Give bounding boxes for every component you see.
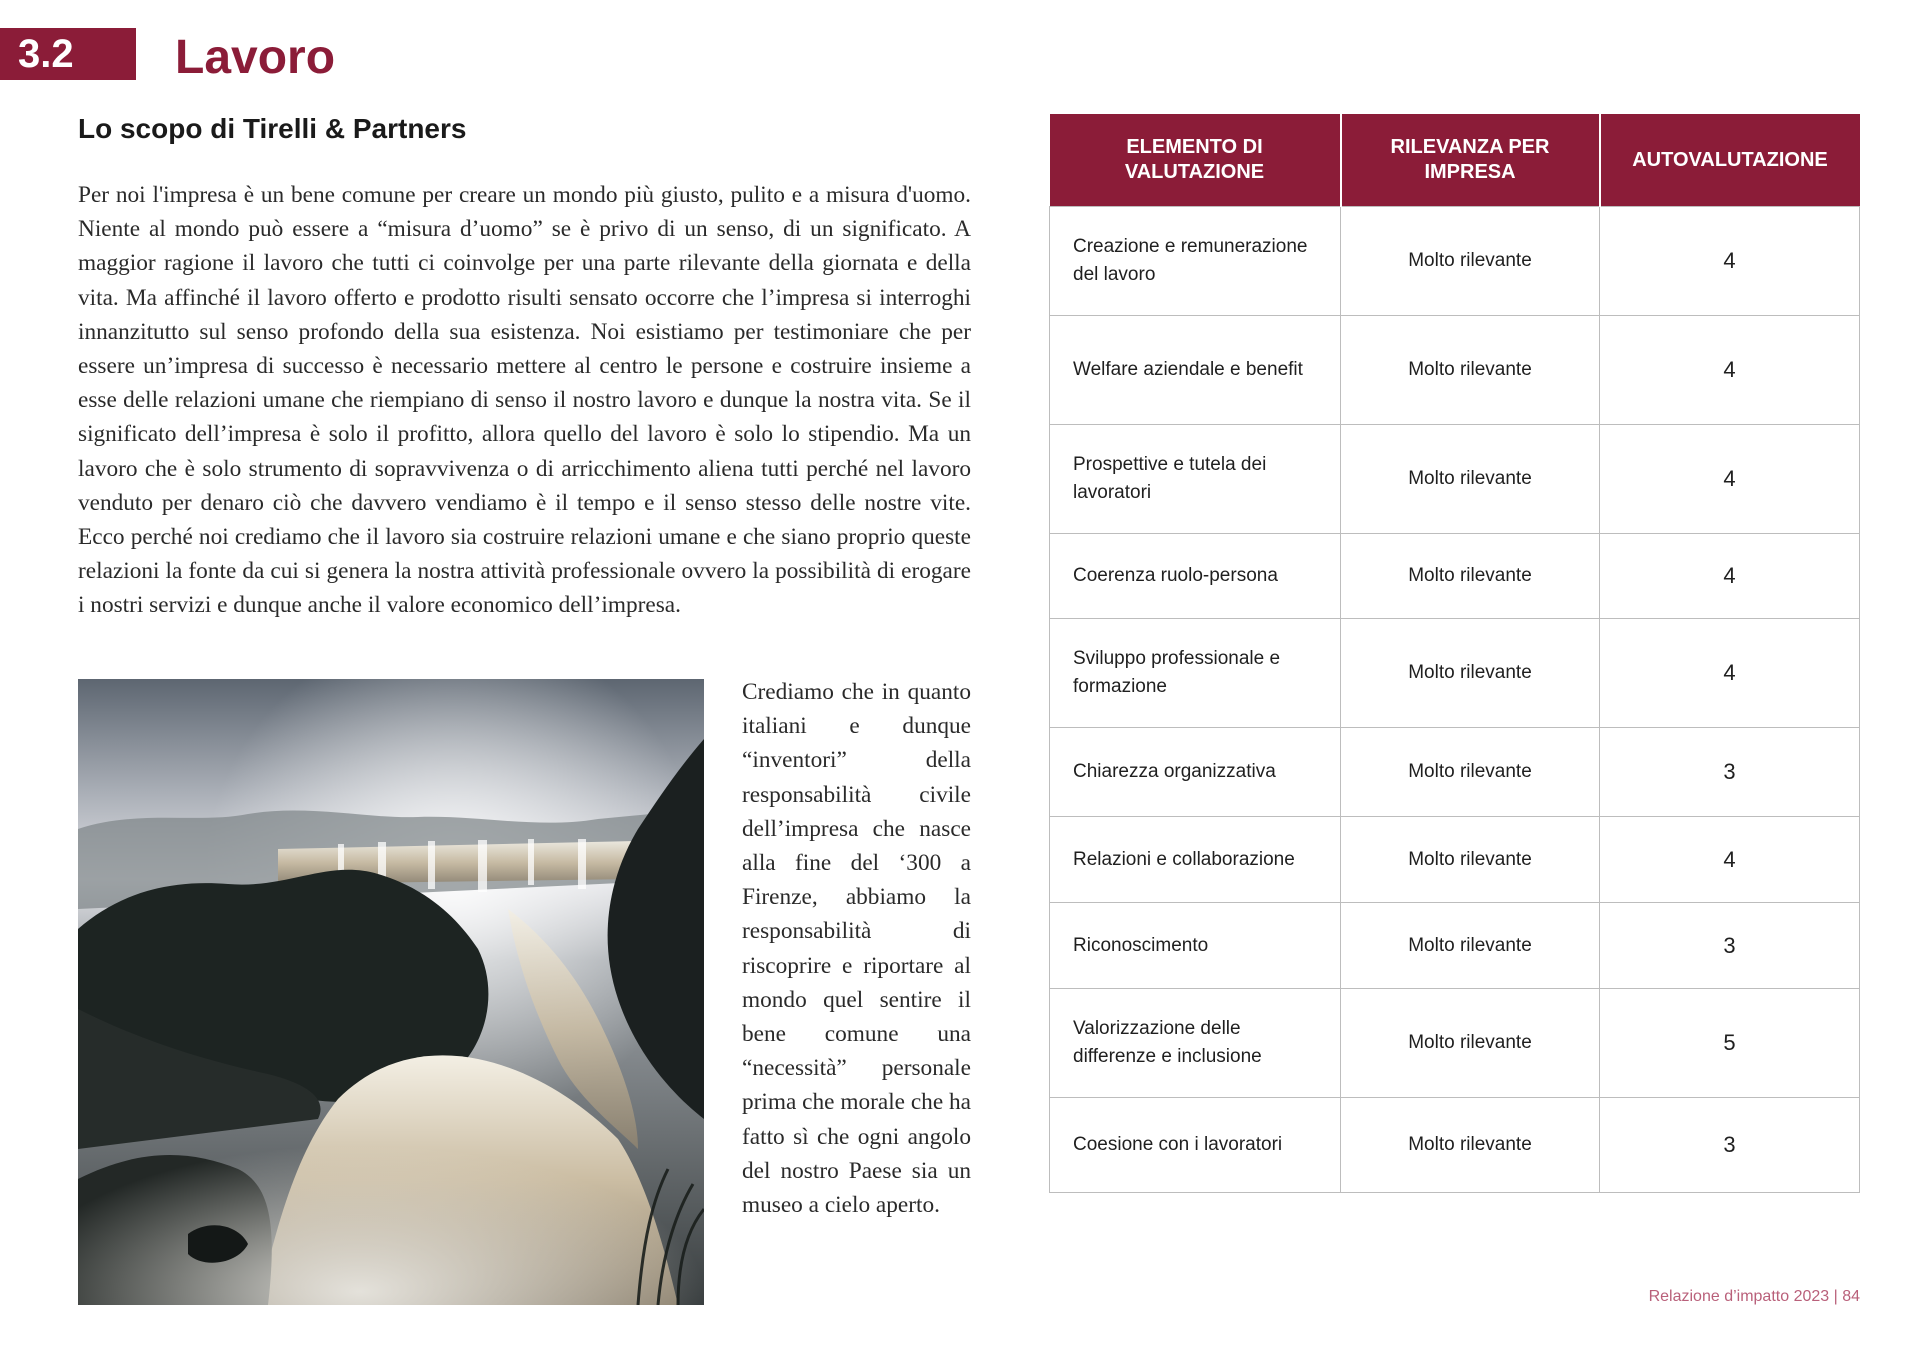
element-cell: Relazioni e collaborazione [1050,817,1341,903]
table-row [1050,903,1860,989]
element-cell: Chiarezza organizzativa [1050,728,1341,817]
evaluation-table [1049,114,1860,1193]
table-row [1050,316,1860,425]
relevance-cell: Molto rilevante [1341,817,1600,903]
score-cell: 4 [1600,534,1860,619]
side-paragraph: Crediamo che in quanto italiani e dunque “inventori” della responsabilità civile dell’impresa che nasce alla fine del ‘300 a Firenze, abbiamo la responsabilità di riscoprire e riportare al mondo quel sentire il bene comune una “necessità” personale prima che morale che ha fatto sì che ogni angolo del nostro Paese sia un museo a cielo aperto. [742,679,971,1219]
subtitle: Lo scopo di Tirelli & Partners [78,113,467,144]
header-self-assessment: AUTOVALUTAZIONE [1600,114,1860,207]
score-cell: 4 [1600,316,1860,425]
relevance-cell: Molto rilevante [1341,425,1600,534]
waterfall-photo [78,679,704,1305]
relevance-cell: Molto rilevante [1341,728,1600,817]
section-number-badge: 3.2 [0,28,136,80]
relevance-cell: Molto rilevante [1341,534,1600,619]
score-cell: 3 [1600,728,1860,817]
element-cell: Coerenza ruolo-persona [1050,534,1341,619]
relevance-cell: Molto rilevante [1341,903,1600,989]
page-footer: Relazione d’impatto 2023 | 84 [1648,1288,1860,1305]
table-header-row [1050,114,1860,207]
score-cell: 3 [1600,1098,1860,1193]
header-element: ELEMENTO DI VALUTAZIONE [1050,114,1341,207]
table-row [1050,728,1860,817]
relevance-cell: Molto rilevante [1341,1098,1600,1193]
relevance-cell: Molto rilevante [1341,316,1600,425]
element-cell: Coesione con i lavoratori [1050,1098,1341,1193]
intro-paragraph: Per noi l'impresa è un bene comune per creare un mondo più giusto, pulito e a misura d'uomo. Niente al mondo può essere a “misura d’uomo” se è privo di un senso, di un significato. A maggior ragione il lavoro che tutti ci coinvolge per una parte rilevante della giornata e della vita. Ma affinché il lavoro offerto e prodotto risulti sensato occorre che l’impresa si interroghi innanzitutto sul senso profondo della sua esistenza. Noi esistiamo per testimoniare che per essere un’impresa di successo è necessario mettere al centro le persone e costruire insieme a esse delle relazioni umane che riempiano di senso il nostro lavoro e dunque la nostra vita. Se il significato dell’impresa è solo il profitto, allora quello del lavoro è solo lo stipendio. Ma un lavoro che è solo strumento di sopravvivenza o di arricchimento aliena tutti perché nel lavoro venduto per denaro ciò che davvero vendiamo è il tempo e il senso stesso delle nostre vite. Ecco perché noi crediamo che il lavoro sia costruire relazioni umane e che siano proprio queste relazioni la fonte da cui si genera la nostra attività professionale ovvero la possibilità di erogare i nostri servizi e dunque anche il valore economico dell’impresa. [78,182,971,619]
score-cell: 3 [1600,903,1860,989]
table-row [1050,989,1860,1098]
relevance-cell: Molto rilevante [1341,989,1600,1098]
table-row [1050,425,1860,534]
relevance-cell: Molto rilevante [1341,207,1600,316]
score-cell: 4 [1600,817,1860,903]
score-cell: 5 [1600,989,1860,1098]
table-row [1050,619,1860,728]
table-row [1050,207,1860,316]
score-cell: 4 [1600,619,1860,728]
element-cell: Creazione e remunerazione del lavoro [1050,207,1341,316]
element-cell: Welfare aziendale e benefit [1050,316,1341,425]
section-title: Lavoro [175,31,336,84]
header-relevance: RILEVANZA PER IMPRESA [1341,114,1600,207]
relevance-cell: Molto rilevante [1341,619,1600,728]
element-cell: Sviluppo professionale e formazione [1050,619,1341,728]
element-cell: Prospettive e tutela dei lavoratori [1050,425,1341,534]
element-cell: Valorizzazione delle differenze e inclusione [1050,989,1341,1098]
score-cell: 4 [1600,425,1860,534]
table-row [1050,817,1860,903]
table-row [1050,1098,1860,1193]
score-cell: 4 [1600,207,1860,316]
element-cell: Riconoscimento [1050,903,1341,989]
table-row [1050,534,1860,619]
